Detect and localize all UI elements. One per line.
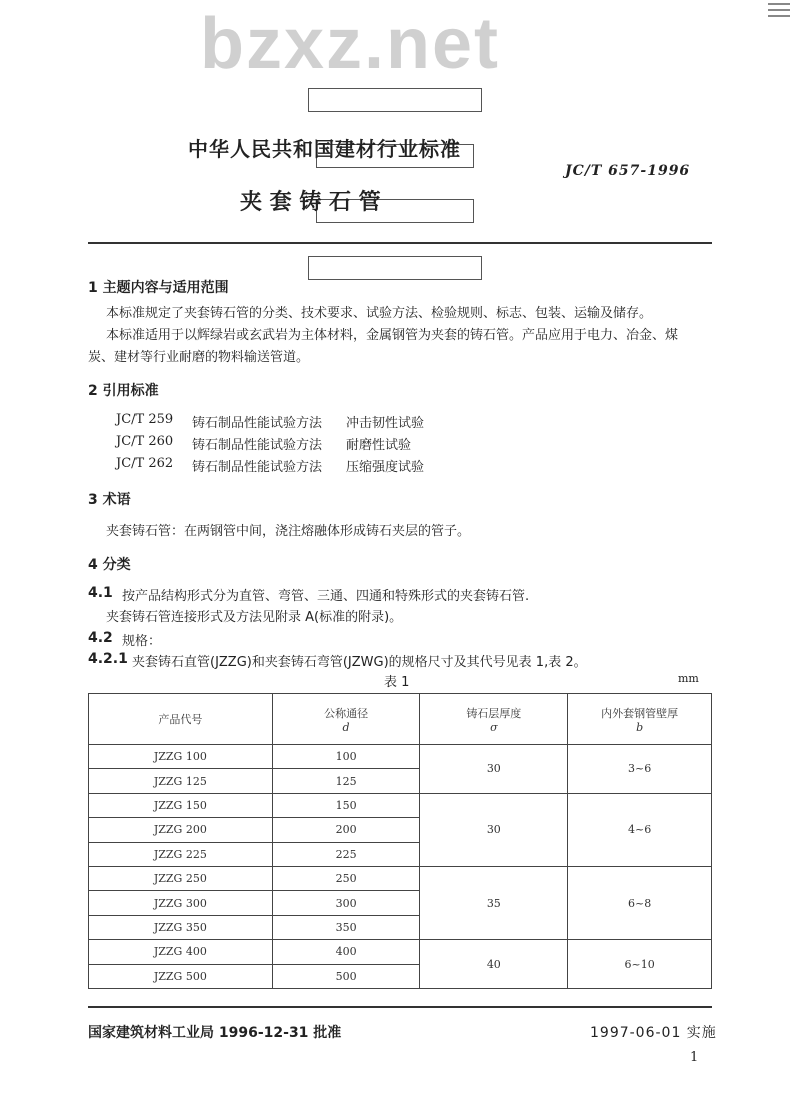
paragraph: 夹套铸石管连接形式及方法见附录 A(标准的附录)。 bbox=[106, 610, 403, 625]
ref-test: 冲击韧性试验 bbox=[346, 416, 425, 431]
table-caption: 表 1 bbox=[384, 675, 410, 690]
corner-mark bbox=[768, 9, 790, 11]
blank-box bbox=[308, 256, 482, 280]
clause-number: 4.2.1 bbox=[88, 651, 128, 667]
effective-date: 1997-06-01 实施 bbox=[590, 1025, 717, 1041]
clause-number: 4.1 bbox=[88, 585, 113, 601]
standard-number: JC/T 657-1996 bbox=[565, 163, 691, 179]
thickness-cell: 30 bbox=[420, 793, 568, 866]
header-symbol: b bbox=[636, 720, 644, 734]
page-number: 1 bbox=[690, 1050, 699, 1065]
paragraph: 本标准适用于以辉绿岩或玄武岩为主体材料，金属钢管为夹套的铸石管。产品应用于电力、冶金、煤 bbox=[106, 328, 679, 343]
org-title: 中华人民共和国建材行业标准 bbox=[188, 137, 461, 161]
thickness-cell: 40 bbox=[420, 940, 568, 989]
diameter-cell: 500 bbox=[272, 964, 420, 988]
diameter-cell: 400 bbox=[272, 940, 420, 964]
code-cell: JZZG 100 bbox=[89, 745, 273, 769]
thickness-cell: 35 bbox=[420, 866, 568, 939]
blank-box bbox=[308, 88, 482, 112]
code-cell: JZZG 150 bbox=[89, 793, 273, 817]
code-cell: JZZG 125 bbox=[89, 769, 273, 793]
diameter-cell: 125 bbox=[272, 769, 420, 793]
watermark: bzxz.net bbox=[200, 4, 501, 84]
code-cell: JZZG 500 bbox=[89, 964, 273, 988]
diameter-cell: 150 bbox=[272, 793, 420, 817]
paragraph: 按产品结构形式分为直管、弯管、三通、四通和特殊形式的夹套铸石管. bbox=[122, 589, 530, 604]
code-cell: JZZG 250 bbox=[89, 866, 273, 890]
section-1-heading: 1 主题内容与适用范围 bbox=[88, 280, 229, 296]
ref-name: 铸石制品性能试验方法 bbox=[192, 460, 323, 475]
header-label: 公称通径 bbox=[324, 706, 369, 720]
ref-code: JC/T 259 bbox=[116, 412, 174, 427]
section-2-heading: 2 引用标准 bbox=[88, 383, 159, 399]
wall-cell: 3~6 bbox=[568, 745, 712, 794]
ref-test: 压缩强度试验 bbox=[346, 460, 425, 475]
diameter-cell: 200 bbox=[272, 818, 420, 842]
wall-cell: 6~10 bbox=[568, 940, 712, 989]
code-cell: JZZG 225 bbox=[89, 842, 273, 866]
table-unit: mm bbox=[678, 672, 699, 685]
diameter-cell: 300 bbox=[272, 891, 420, 915]
corner-mark bbox=[768, 3, 790, 5]
header-symbol: σ bbox=[490, 720, 498, 734]
ref-code: JC/T 260 bbox=[116, 434, 174, 449]
header-cell bbox=[89, 694, 273, 745]
doc-title: 夹 套 铸 石 管 bbox=[240, 190, 381, 215]
table-row bbox=[89, 940, 712, 964]
paragraph: 夹套铸石管：在两钢管中间，浇注熔融体形成铸石夹层的管子。 bbox=[106, 524, 471, 539]
table-row bbox=[89, 793, 712, 817]
code-cell: JZZG 300 bbox=[89, 891, 273, 915]
spec-table bbox=[88, 693, 712, 989]
paragraph: 夹套铸石直管(JZZG)和夹套铸石弯管(JZWG)的规格尺寸及其代号见表 1,表 2。 bbox=[132, 655, 587, 670]
ref-test: 耐磨性试验 bbox=[346, 438, 412, 453]
header-label: 产品代号 bbox=[158, 713, 203, 726]
wall-cell: 6~8 bbox=[568, 866, 712, 939]
paragraph: 本标准规定了夹套铸石管的分类、技术要求、试验方法、检验规则、标志、包装、运输及储存。 bbox=[106, 306, 653, 321]
clause-number: 4.2 bbox=[88, 630, 113, 646]
section-4-heading: 4 分类 bbox=[88, 557, 131, 573]
header-cell bbox=[272, 694, 420, 745]
code-cell: JZZG 350 bbox=[89, 915, 273, 939]
header-symbol: d bbox=[342, 720, 350, 734]
approval-text: 国家建筑材料工业局 1996-12-31 批准 bbox=[88, 1025, 342, 1041]
paragraph: 规格： bbox=[122, 634, 162, 649]
code-cell: JZZG 200 bbox=[89, 818, 273, 842]
paragraph: 炭、建材等行业耐磨的物料输送管道。 bbox=[88, 350, 310, 365]
section-3-heading: 3 术语 bbox=[88, 492, 131, 508]
thickness-cell: 30 bbox=[420, 745, 568, 794]
table-row bbox=[89, 866, 712, 890]
ref-code: JC/T 262 bbox=[116, 456, 174, 471]
table-header-row bbox=[89, 694, 712, 745]
header-rule bbox=[88, 242, 712, 244]
header-label: 内外套钢管壁厚 bbox=[601, 706, 679, 720]
ref-name: 铸石制品性能试验方法 bbox=[192, 416, 323, 431]
header-label: 铸石层厚度 bbox=[466, 706, 522, 720]
header-cell bbox=[420, 694, 568, 745]
footer-rule bbox=[88, 1006, 712, 1008]
diameter-cell: 225 bbox=[272, 842, 420, 866]
diameter-cell: 250 bbox=[272, 866, 420, 890]
wall-cell: 4~6 bbox=[568, 793, 712, 866]
corner-mark bbox=[768, 15, 790, 17]
code-cell: JZZG 400 bbox=[89, 940, 273, 964]
diameter-cell: 100 bbox=[272, 745, 420, 769]
table-row bbox=[89, 745, 712, 769]
diameter-cell: 350 bbox=[272, 915, 420, 939]
header-cell bbox=[568, 694, 712, 745]
ref-name: 铸石制品性能试验方法 bbox=[192, 438, 323, 453]
